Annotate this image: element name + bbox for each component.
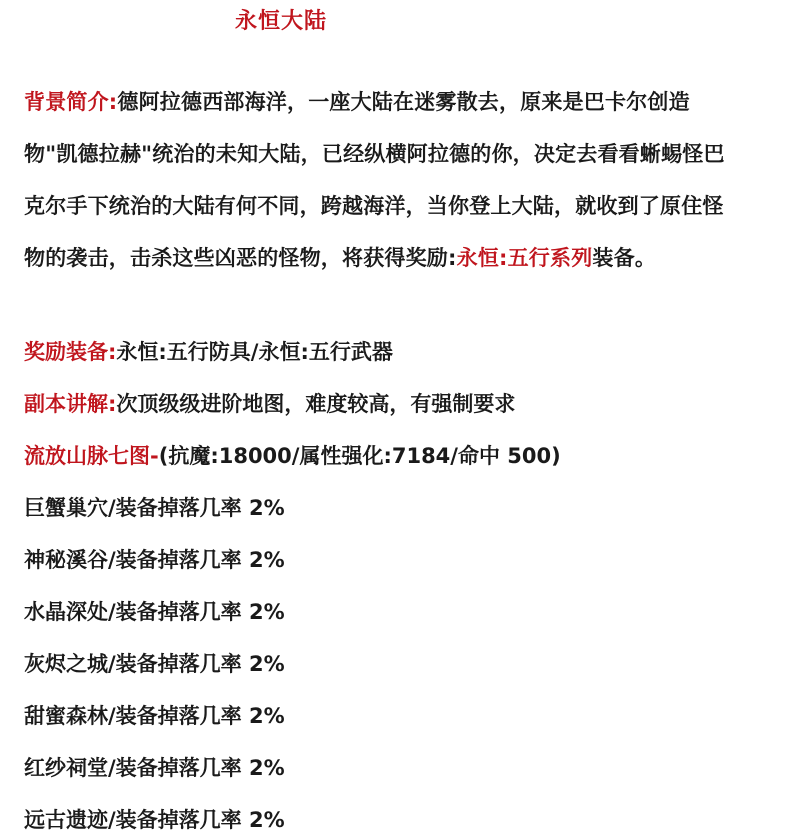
drop-item: 甜蜜森林/装备掉落几率 2% bbox=[24, 704, 285, 728]
drop-item: 水晶深处/装备掉落几率 2% bbox=[24, 600, 285, 624]
drop-item: 远古遗迹/装备掉落几率 2% bbox=[24, 808, 285, 832]
drop-item: 灰烬之城/装备掉落几率 2% bbox=[24, 652, 285, 676]
background-label: 背景简介: bbox=[24, 90, 118, 114]
reward-line bbox=[24, 336, 393, 368]
reward-text: 永恒:五行防具/永恒:五行武器 bbox=[116, 340, 393, 364]
drop-item: 神秘溪谷/装备掉落几率 2% bbox=[24, 548, 285, 572]
map-text: (抗魔:18000/属性强化:7184/命中 500) bbox=[158, 444, 561, 468]
reward-label: 奖励装备: bbox=[24, 340, 117, 364]
map-line bbox=[24, 440, 561, 472]
dungeon-line bbox=[24, 388, 515, 420]
background-text: 德阿拉德西部海洋，一座大陆在迷雾散去，原来是巴卡尔创造物"凯德拉赫"统治的未知大陆，已经纵横阿拉德的你，决定去看看蜥蜴怪巴克尔手下统治的大陆有何不同，跨越海洋，当你登上大陆，就收到了原住怪物的袭击，击杀这些凶恶的怪物，将获得奖励: bbox=[24, 90, 725, 270]
drop-item: 红纱祠堂/装备掉落几率 2% bbox=[24, 756, 285, 780]
map-label: 流放山脉七图- bbox=[24, 444, 159, 468]
dungeon-label: 副本讲解: bbox=[24, 392, 117, 416]
dungeon-text: 次顶级级进阶地图，难度较高，有强制要求 bbox=[116, 392, 516, 416]
page-title: 永恒大陆 bbox=[234, 9, 327, 34]
background-text-end: 装备。 bbox=[592, 246, 657, 270]
background-paragraph bbox=[24, 76, 729, 284]
drop-item: 巨蟹巢穴/装备掉落几率 2% bbox=[24, 496, 285, 520]
background-highlight: 永恒:五行系列 bbox=[456, 246, 593, 270]
